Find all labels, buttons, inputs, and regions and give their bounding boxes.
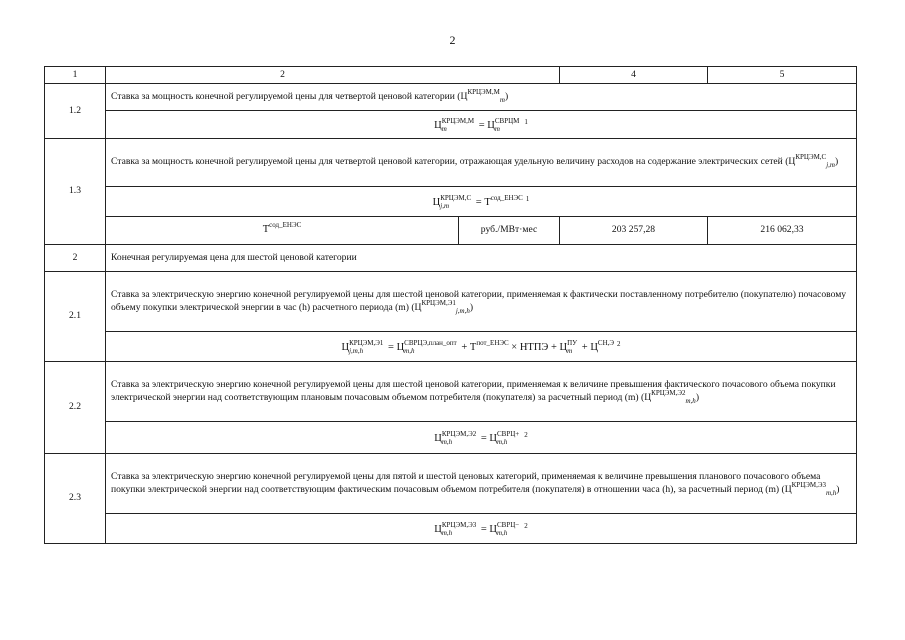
row-description: [106, 139, 857, 187]
formula-indices: [349, 339, 383, 355]
formula-sub: m,h: [404, 347, 415, 356]
table-row: [45, 362, 857, 422]
row-description: [106, 84, 857, 111]
header-cell: 1: [45, 67, 106, 84]
formula-sup: КРЦЭМ,М: [441, 117, 475, 126]
description-text: Ставка за мощность конечной регулируемой цены для четвертой ценовой категории, отражающая удельную величину расходов на содержание электрических сетей (Ц: [111, 156, 796, 168]
table-row: [45, 514, 857, 544]
formula-op: +: [458, 341, 470, 353]
formula-sup: СВРЦ−: [496, 521, 520, 530]
row-description: [106, 362, 857, 422]
description-sup: КРЦЭМ,М: [467, 87, 500, 96]
formula-eq: =: [385, 341, 397, 353]
table-row: [45, 272, 857, 332]
value-symbol: Т: [262, 224, 270, 236]
formula-sup: сод_ЕНЭС: [490, 193, 523, 202]
formula-symbol: Ц: [489, 523, 497, 535]
formula-sub: j,m: [440, 202, 449, 211]
formula-indices: [497, 430, 519, 446]
header-cell: 4: [560, 67, 708, 84]
table-row: [45, 454, 857, 514]
formula-indices: [442, 430, 476, 446]
value-name: [106, 217, 459, 245]
description-sup: КРЦЭМ,Э2: [651, 388, 686, 397]
table-row: [45, 332, 857, 362]
row-number: 2: [45, 245, 106, 272]
tariff-table: [44, 66, 857, 544]
description-end: ): [695, 391, 700, 403]
formula-eq: =: [478, 523, 490, 535]
footnote-mark: 1: [525, 194, 530, 203]
footnote-mark: 2: [617, 339, 621, 348]
formula-sub: j,m,h: [349, 347, 364, 356]
table-row: [45, 111, 857, 139]
table-row: [45, 84, 857, 111]
value-sup: сод_ЕНЭС: [269, 221, 302, 230]
formula-symbol: Ц: [590, 341, 598, 353]
formula: [106, 111, 857, 139]
description-sub: m: [499, 95, 505, 104]
description-text: Ставка за мощность конечной регулируемой цены для четвертой ценовой категории (Ц: [111, 90, 468, 102]
description-text: Ставка за электрическую энергию конечной регулируемой цены для пятой и шестой ценовых категорий, применяемая к величине превышения планового почасового объема покупки электрической энергии над соответствующим фактическим почасовым объемом потребителя (покупателя) в отношении часа (h), за расчетный период (m) (Ц: [111, 470, 821, 495]
description-sub: m,h: [825, 488, 837, 497]
formula-sup: ПУ: [567, 339, 578, 348]
formula-eq: =: [476, 119, 488, 131]
description-sup: КРЦЭМ,С: [795, 153, 827, 162]
formula-sup: КРЦЭМ,Э3: [441, 521, 477, 530]
value-cell: 216 062,33: [708, 217, 857, 245]
formula-sup: КРЦЭМ,Э1: [349, 339, 384, 348]
description-sup: КРЦЭМ,Э1: [421, 298, 456, 307]
description-text: Ставка за электрическую энергию конечной регулируемой цены для шестой ценовой категории, применяемая к величине превышения фактического почасового объема покупки электрической энергии над соответствующим плановым почасовым объемом потребителя (покупателя) за расчетный период (m) (Ц: [111, 378, 836, 403]
formula: [106, 332, 857, 362]
formula-eq: =: [478, 432, 490, 444]
description-end: ): [834, 156, 839, 168]
row-description: [106, 454, 857, 514]
formula-symbol: Ц: [434, 523, 442, 535]
row-description: [106, 272, 857, 332]
formula-sup: СВРЦЭ,план_опт: [404, 339, 457, 348]
row-number: 2.3: [45, 454, 106, 544]
header-cell: 2: [280, 68, 285, 80]
description-text: Ставка за электрическую энергию конечной регулируемой цены для шестой ценовой категории, применяемая к фактически поставленному потребителю (покупателю) почасовому объему покупки электрической энергии в час (h) расчетного периода (m) (Ц: [111, 288, 847, 313]
description-sup: КРЦЭМ,Э3: [791, 480, 826, 489]
formula-sub: m,h: [496, 438, 508, 447]
row-number: 1.2: [45, 84, 106, 139]
description-end: ): [469, 301, 474, 313]
formula-op: × НТПЭ +: [508, 341, 560, 353]
formula: [106, 422, 857, 454]
formula-sup: КРЦЭМ,С: [440, 194, 472, 203]
formula-sub: m,h: [441, 438, 453, 447]
formula-op: +: [579, 341, 591, 353]
description-sub: j,m,h: [455, 306, 470, 315]
formula-sub: m: [567, 347, 573, 356]
formula-indices: [497, 521, 519, 537]
formula-symbol: Ц: [434, 119, 442, 131]
formula-symbol: Т: [469, 341, 477, 353]
formula-indices: [404, 339, 457, 355]
table-header-row: [45, 67, 857, 84]
formula-sup: СВРЦ+: [496, 430, 520, 439]
formula-symbol: Ц: [396, 341, 405, 353]
formula-sup: СН,Э: [597, 338, 615, 347]
description-end: ): [504, 90, 509, 102]
header-cell: [106, 67, 560, 84]
formula-indices: [567, 339, 577, 355]
formula-symbol: Ц: [432, 196, 441, 208]
formula-indices: [442, 117, 474, 133]
table-row: [45, 422, 857, 454]
formula-eq: =: [473, 196, 485, 208]
formula-symbol: Ц: [341, 341, 350, 353]
formula: [106, 187, 857, 217]
value-unit: руб./МВт·мес: [459, 217, 560, 245]
description-sub: j,m: [826, 161, 835, 170]
table-row: [45, 217, 857, 245]
formula-symbol: Т: [484, 196, 491, 208]
row-description: Конечная регулируемая цена для шестой ценовой категории: [106, 245, 857, 272]
row-number: 2.2: [45, 362, 106, 454]
formula-symbol: Ц: [487, 119, 495, 131]
formula-sub: m: [494, 125, 500, 134]
formula-indices: [495, 117, 520, 133]
table-row: [45, 139, 857, 187]
footnote-mark: 1: [524, 117, 528, 126]
table-row: [45, 187, 857, 217]
page-number: 2: [449, 33, 456, 47]
formula-sup: КРЦЭМ,Э2: [441, 430, 477, 439]
formula-sub: m,h: [496, 529, 508, 538]
formula: [106, 514, 857, 544]
description-end: ): [836, 483, 840, 495]
formula-indices: [442, 521, 476, 537]
row-number: 1.3: [45, 139, 106, 245]
formula-sub: m: [441, 125, 447, 134]
formula-indices: [440, 194, 471, 210]
value-cell: 203 257,28: [560, 217, 708, 245]
table-row: [45, 245, 857, 272]
footnote-mark: 2: [524, 430, 528, 439]
header-cell: 5: [708, 67, 857, 84]
formula-sub: m,h: [441, 529, 453, 538]
formula-symbol: Ц: [434, 432, 442, 444]
description-sub: m,h: [685, 396, 696, 405]
formula-sup: пот_ЕНЭС: [476, 338, 509, 347]
formula-symbol: Ц: [559, 341, 568, 353]
formula-sup: СВРЦМ: [494, 117, 520, 126]
row-number: 2.1: [45, 272, 106, 362]
footnote-mark: 2: [524, 521, 528, 530]
formula-symbol: Ц: [489, 432, 497, 444]
